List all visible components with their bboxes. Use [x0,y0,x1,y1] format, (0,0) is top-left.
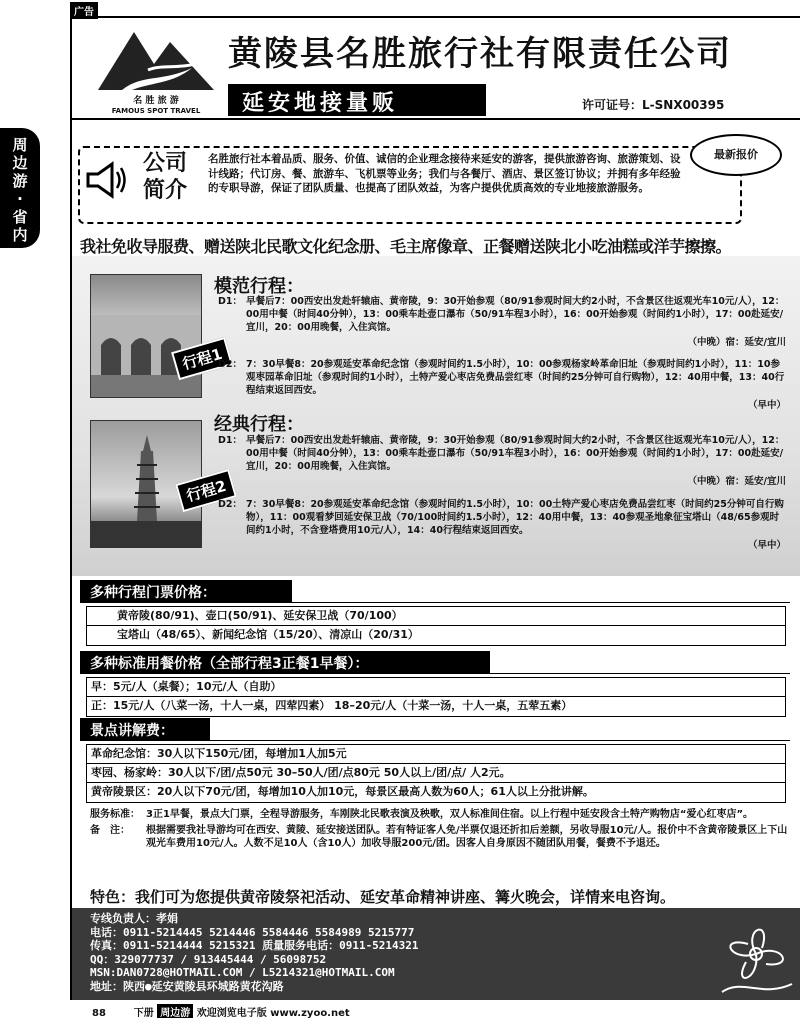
section-rule [80,740,790,741]
contact-fax: 传真：0911-5214444 5215321 质量服务电话：0911-5214321 [90,939,419,952]
route-day [218,434,786,488]
latest-price-badge: 最新报价 [690,134,782,176]
ticket-row: 黄帝陵(80/91)、壶口(50/91)、延安保卫战（70/100） [87,607,785,626]
day-meal: （早中） [747,539,786,551]
guide-fee-row: 黄帝陵景区：20人以下70元/团，每增加10人加10元，每景区最高人数为60人；61人以上分批讲解。 [91,785,594,798]
flower-ornament-icon [712,908,800,1000]
side-tab-char: 边 [12,154,28,172]
mountain-logo-icon [92,24,220,96]
contact-phone: 电话：0911-5214445 5214446 5584446 5584989 5215777 [90,925,415,939]
section-rule [80,602,790,603]
side-tab-char: 周 [12,136,28,154]
promo-banner: 我社免收导服费、赠送陕北民歌文化纪念册、毛主席像章、正餐赠送陕北小吃油糕或洋芋擦擦。 [80,237,732,256]
day-meal: （中晚）宿：延安/宜川 [687,336,786,348]
note-row [90,824,790,851]
page-footer [92,1004,350,1018]
day-text: 早餐后7：00西安出发赴轩辕庙、黄帝陵，9：30开始参观（80/91参观时间大约2小时，不含景区往返观光车10元/人），12：00用中餐（时间40分钟），13：00乘车赴壶口瀑布（50/91车程3小时），16：00开始参观（时间约1小时），17：00赴延安/宜川，20：00用晚餐，入住宾馆。 [246,435,785,473]
route-title: 经典行程： [214,414,304,435]
page-number: 88 [92,1008,106,1018]
ticket-row: 宝塔山（48/65）、新闻纪念馆（15/20）、清凉山（20/31） [117,628,419,641]
day-text: 早餐后7：00西安出发赴轩辕庙、黄帝陵，9：30开始参观（80/91参观时间大约2小时，不含景区往返观光车10元/人），12：00用中餐（时间40分钟），13：00乘车赴壶口瀑布（50/91车程3小时），16：00开始参观（时间约1小时），17：00赴延安/宜川，20：00用晚餐，入住宾馆。 [246,296,785,334]
note-row [90,808,790,822]
side-tab-char: 内 [12,226,28,244]
contact-panel [72,908,800,1000]
intro-label-line: 公司 [142,150,187,176]
day-meal: （早中） [747,399,786,411]
day-label: D1： [218,435,242,446]
note-label: 备 注： [90,824,130,836]
day-text: 7：30早餐8：20参观延安革命纪念馆（参观时间约1.5小时），10：00参观杨家岭革命旧址（参观时间约1小时），11：10参观枣园革命旧址（参观时间约1小时），土特产爱心枣店免费品尝红枣（时间约25分钟可自行购物），12：40用中餐，13：40行程结束返回西安。 [246,359,785,397]
license-number: 许可证号：L-SNX00395 [582,98,725,112]
tickets-table [86,606,786,646]
meal-row: 早：5元/人（桌餐）；10元/人（自助） [87,678,785,697]
meal-row: 正：15元/人（八菜一汤，十人一桌，四荤四素） 18–20元/人（十菜一汤，十人一桌，五荤五素） [91,699,573,712]
intro-label-line: 简介 [142,177,187,203]
footer-website[interactable]: 欢迎浏览电子版 www.zyoo.net [196,1008,350,1018]
header-divider [72,118,800,120]
contact-msn: MSN:DAN0728@HOTMAIL.COM / L5214321@HOTMAIL.COM [90,966,395,979]
guide-fees-table [86,744,786,803]
guide-fees-heading: 景点讲解费： [80,718,210,740]
day-label: D1： [218,296,242,307]
guide-fee-row: 革命纪念馆：30人以下150元/团，每增加1人加5元 [87,745,785,764]
notes-section [90,808,790,853]
route-day [218,358,786,412]
side-tab-char: 游 [12,172,28,190]
ad-tag: 广告 [70,2,98,19]
route-tag: 行程2 [175,469,237,512]
logo-caption [92,96,220,116]
day-meal: （中晚）宿：延安/宜川 [687,475,786,487]
route-tag: 行程1 [171,337,233,380]
contact-lines [90,912,419,993]
day-label: D2： [218,359,242,370]
contact-address: 地址：陕西●延安黄陵县环城路黄花沟路 [90,979,284,993]
note-text: 根据需要我社导游均可在西安、黄陵、延安接送团队。若有特证客人免/半票仅退还折扣后差额，另收导服10元/人。报价中不含黄帝陵景区上下山观光车费用10元/人。人数不足10人（含10人）加收导服200元/团。因客人自身原因不随团队用餐，餐费不予退还。 [146,824,788,849]
logo-caption-cn: 名 胜 旅 游 [133,96,179,106]
note-label: 服务标准： [90,809,140,820]
route-day [218,295,786,349]
meals-heading: 多种标准用餐价格（全部行程3正餐1早餐）： [80,651,490,673]
side-tab-char: 省 [12,208,28,226]
day-label: D2： [218,499,242,510]
day-text: 7：30早餐8：20参观延安革命纪念馆（参观时间约1.5小时），10：00土特产爱心枣店免费品尝红枣（时间约25分钟可自行购物），11：00观看梦回延安保卫战（70/100时间约1.5小时），12：40用中餐，13：40参观圣地象征宝塔山（48/65参观时间约1小时，不含登塔费用10元/人），14：40行程结束返回西安。 [246,499,784,537]
side-tab-char: · [17,190,23,208]
company-name: 黄陵县名胜旅行社有限责任公司 [228,34,732,74]
logo-caption-en: FAMOUS SPOT TRAVEL [111,107,201,115]
side-category-tab [0,128,40,248]
subtitle-banner: 延安地接量贩 [228,84,486,116]
footer-box-label: 周边游 [157,1004,193,1018]
note-text: 3正1早餐，景点大门票，全程导游服务，车刚陕北民歌表演及秧歌，双人标准间住宿。以上行程中延安段含土特产购物店“爱心红枣店”。 [146,809,754,820]
contact-qq: QQ：329077737 / 913445444 / 56098752 [90,952,327,966]
megaphone-icon [84,158,130,202]
tickets-heading: 多种行程门票价格： [80,580,292,602]
meals-table [86,677,786,717]
contact-person: 专线负责人：孝娟 [90,912,178,925]
photo-cave-dwellings [90,274,202,398]
intro-text: 名胜旅行社本着品质、服务、价值、诚信的企业理念接待来延安的游客，提供旅游咨询、旅游策划、设计线路；代订房、餐、旅游车、飞机票等业务；我们与各餐厅、酒店、景区签订协议；并拥有多年经验的专职导游，保证了团队质量、也提高了团队效益，为客户提供优质高效的专业地接旅游服务。 [208,153,681,194]
guide-fee-row: 枣园、杨家岭：30人以下/团/点50元 30–50人/团/点80元 50人以上/团/点/ 人2元。 [87,764,785,783]
route-day [218,498,786,552]
feature-line: 特色：我们可为您提供黄帝陵祭祀活动、延安革命精神讲座、篝火晚会，详情来电咨询。 [90,888,676,906]
footer-volume: 下册 [133,1008,154,1018]
section-rule [80,673,790,674]
intro-label [130,150,200,204]
route-title: 模范行程： [214,276,304,297]
